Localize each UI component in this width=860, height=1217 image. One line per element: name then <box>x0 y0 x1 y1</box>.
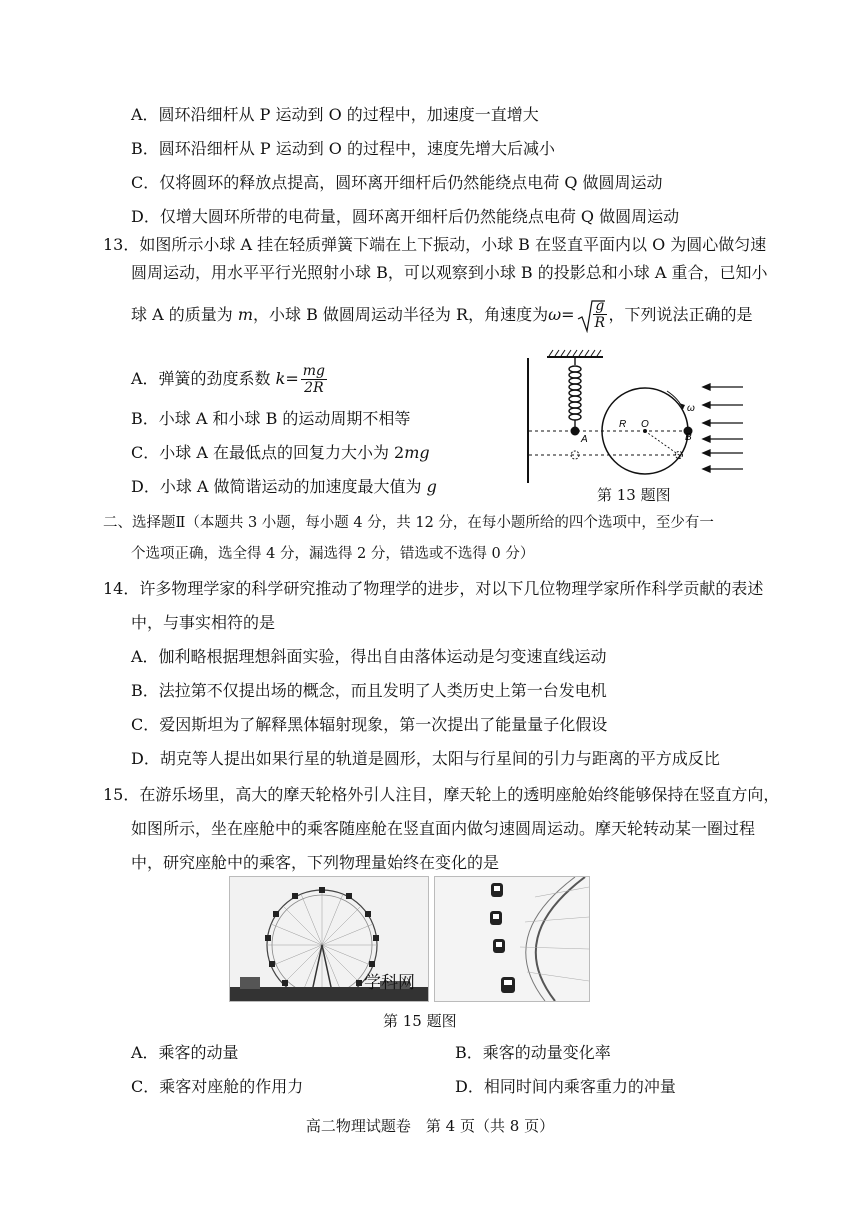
q12-option-d: D．仅增大圆环所带的电荷量，圆环离开细杆后仍然能绕点电荷 Q 做圆周运动 <box>131 207 680 226</box>
q15-stem-line2: 如图所示，坐在座舱中的乘客随座舱在竖直面内做匀速圆周运动。摩天轮转动某一圈过程 <box>131 819 756 838</box>
page-footer: 高二物理试题卷 第 4 页（共 8 页） <box>305 1117 555 1135</box>
watermark-text: 学科网 <box>364 973 415 993</box>
q13-text: 球 A 的质量为 <box>131 305 238 324</box>
label-omega: ω <box>687 403 695 414</box>
label-o: O <box>641 419 649 430</box>
q13-text: ，下列说法正确的是 <box>608 305 753 324</box>
q12-option-b: B．圆环沿细杆从 P 运动到 O 的过程中，速度先增大后减小 <box>131 139 555 158</box>
q13-option-c: C．小球 A 在最低点的回复力大小为 2mg <box>131 443 430 462</box>
q12-option-c: C．仅将圆环的释放点提高，圆环离开细杆后仍然能绕点电荷 Q 做圆周运动 <box>131 173 663 192</box>
q15-option-b: B．乘客的动量变化率 <box>455 1043 611 1062</box>
label-a: A <box>581 434 588 445</box>
q15-stem-line1: 15．在游乐场里，高大的摩天轮格外引人注目，摩天轮上的透明座舱始终能够保持在竖直方向， <box>103 785 780 804</box>
q15-option-c: C．乘客对座舱的作用力 <box>131 1077 304 1096</box>
q14-option-c: C．爱因斯坦为了解释黑体辐射现象，第一次提出了能量量子化假设 <box>131 715 608 734</box>
q15-option-a: A．乘客的动量 <box>131 1043 239 1062</box>
q13-option-b: B．小球 A 和小球 B 的运动周期不相等 <box>131 409 411 428</box>
q15-stem-line3: 中，研究座舱中的乘客，下列物理量始终在变化的是 <box>131 853 500 872</box>
q13-text: ，小球 B 做圆周运动半径为 R，角速度为 <box>253 305 549 324</box>
sqrt-g-over-r: $\frac{g}{R}$ <box>577 298 605 333</box>
q13-option-a: A．弹簧的劲度系数 k= $\frac{mg}{2R}$ <box>131 363 326 396</box>
q13-option-d: D．小球 A 做简谐运动的加速度最大值为 g <box>131 477 437 496</box>
q14-option-d: D．胡克等人提出如果行星的轨道是圆形，太阳与行星间的引力与距离的平方成反比 <box>131 749 720 768</box>
q14-option-a: A．伽利略根据理想斜面实验，得出自由落体运动是匀变速直线运动 <box>131 647 607 666</box>
q15-figure-caption: 第 15 题图 <box>383 1012 457 1030</box>
q15-option-d: D．相同时间内乘客重力的冲量 <box>455 1077 676 1096</box>
label-r: R <box>619 419 627 430</box>
q12-option-a: A．圆环沿细杆从 P 运动到 O 的过程中，加速度一直增大 <box>131 105 539 124</box>
omega-symbol: ω= <box>548 305 575 324</box>
q13-stem-line1: 13．如图所示小球 A 挂在轻质弹簧下端在上下振动，小球 B 在竖直平面内以 O 为圆心做匀速 <box>103 235 767 254</box>
q13-stem-line2: 圆周运动，用水平平行光照射小球 B，可以观察到小球 B 的投影总和小球 A 重合，已知小 <box>131 263 768 282</box>
fraction-mg-2r: $\frac{mg}{2R}$ <box>302 363 326 396</box>
mass-symbol: m <box>237 305 253 324</box>
q13-figure <box>515 345 745 490</box>
q13-stem-line3 <box>131 298 753 333</box>
q13-figure-caption: 第 13 题图 <box>597 486 671 504</box>
q14-option-b: B．法拉第不仅提出场的概念，而且发明了人类历史上第一台发电机 <box>131 681 607 700</box>
section2-note: 个选项正确，选全得 4 分，漏选得 2 分，错选或不选得 0 分） <box>131 546 535 562</box>
cabin-closeup-photo <box>434 876 590 1002</box>
section2-title: 二、选择题Ⅱ（本题共 3 小题，每小题 4 分，共 12 分，在每小题所给的四个选项中，至少有一 <box>103 515 714 531</box>
q14-stem-line2: 中，与事实相符的是 <box>131 613 276 632</box>
q14-stem-line1: 14．许多物理学家的科学研究推动了物理学的进步，对以下几位物理学家所作科学贡献的表述 <box>103 579 764 598</box>
label-b: B <box>685 432 692 443</box>
